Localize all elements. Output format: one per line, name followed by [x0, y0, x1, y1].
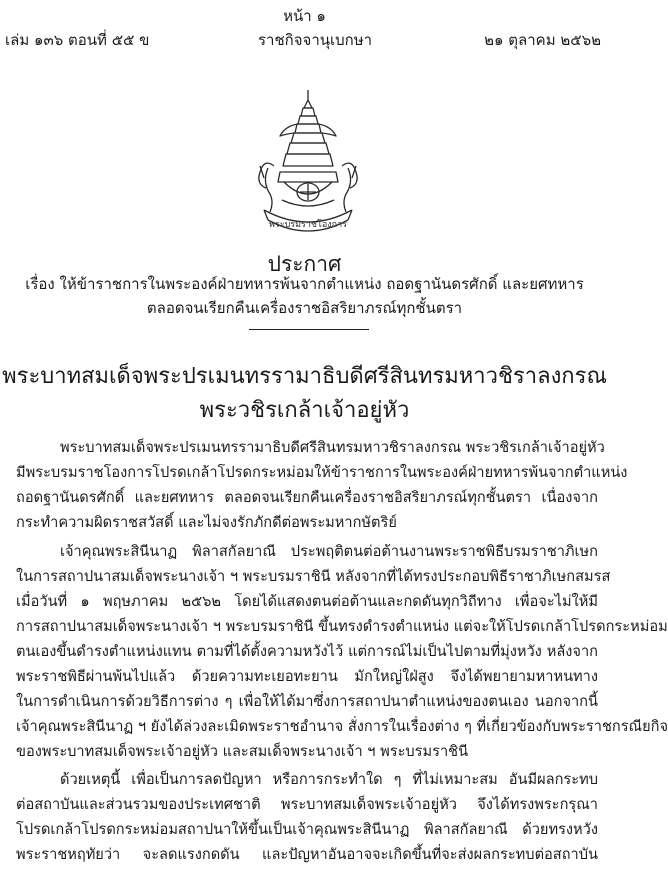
- body-text-line: เจ้าคุณพระสินีนาฏ ฯ ยังได้ล่วงละเมิดพระราชอำนาจ สั่งการในเรื่องต่าง ๆ ที่เกี่ยวข้องกับพระราชกรณียกิจ: [16, 718, 668, 735]
- royal-emblem-icon: [250, 88, 366, 238]
- gazette-volume: เล่ม ๑๓๖ ตอนที่ ๕๕ ข: [5, 31, 150, 49]
- announcement-title: ประกาศ: [267, 252, 342, 276]
- body-text-line: เจ้าคุณพระสินีนาฏ พิลาสกัลยาณี ประพฤติตนต่อต้านงานพระราชพิธีบรมราชาภิเษก: [60, 543, 598, 560]
- page-number: หน้า ๑: [283, 7, 326, 25]
- body-text-line: พระบาทสมเด็จพระปรเมนทรรามาธิบดีศรีสินทรมหาวชิราลงกรณ พระวชิรเกล้าเจ้าอยู่หัว: [60, 439, 605, 456]
- body-text-line: ตนเองขึ้นดำรงตำแหน่งแทน ตามที่ได้ตั้งความหวังไว้ แต่การณ์ไม่เป็นไปตามที่มุ่งหวัง หลังจาก: [16, 643, 598, 660]
- subject-line: ตลอดจนเรียกคืนเครื่องราชอิสริยาภรณ์ทุกชั้นตรา: [146, 299, 463, 317]
- body-text-line: ด้วยเหตุนี้ เพื่อเป็นการลดปัญหา หรือการกระทำใด ๆ ที่ไม่เหมาะสม อันมีผลกระทบ: [60, 771, 598, 788]
- body-text-line: ของพระบาทสมเด็จพระเจ้าอยู่หัว และสมเด็จพระนางเจ้า ฯ พระบรมราชินี: [16, 743, 469, 760]
- body-text-line: พระราชพิธีผ่านพ้นไปแล้ว ด้วยความทะเยอทะยาน มักใหญ่ใฝ่สูง จึงได้พยายามหาหนทาง: [16, 668, 598, 685]
- body-text-line: ต่อสถาบันและส่วนรวมของประเทศชาติ พระบาทสมเด็จพระเจ้าอยู่หัว จึงได้ทรงพระกรุณา: [16, 796, 598, 813]
- body-text-line: กระทำความผิดราชสวัสดิ์ และไม่จงรักภักดีต่อพระมหากษัตริย์: [16, 514, 397, 531]
- body-text-line: การสถาปนาสมเด็จพระนางเจ้า ฯ พระบรมราชินี ขึ้นทรงดำรงตำแหน่ง แต่จะให้โปรดเกล้าโปรดกระหม่อม: [16, 618, 668, 635]
- body-text-line: ในการดำเนินการด้วยวิธีการต่าง ๆ เพื่อให้ได้มาซึ่งการสถาปนาตำแหน่งของตนเอง นอกจากนี้: [16, 693, 598, 710]
- body-text-line: พระราชหฤทัยว่า จะลดแรงกดดัน และปัญหาอันอาจจะเกิดขึ้นที่จะส่งผลกระทบต่อสถาบัน: [16, 846, 598, 863]
- king-title: พระวชิรเกล้าเจ้าอยู่หัว: [199, 398, 410, 423]
- gazette-name: ราชกิจจานุเบกษา: [258, 31, 373, 49]
- subject-line: เรื่อง ให้ข้าราชการในพระองค์ฝ่ายทหารพ้นจากตำแหน่ง ถอดฐานันดรศักดิ์ และยศทหาร: [25, 275, 584, 293]
- body-text-line: โปรดเกล้าโปรดกระหม่อมสถาปนาให้ขึ้นเป็นเจ้าคุณพระสินีนาฏ พิลาสกัลยาณี ด้วยทรงหวัง: [16, 821, 598, 838]
- emblem-inscription: พระบรมราชโองการ: [268, 220, 348, 230]
- gazette-date: ๒๑ ตุลาคม ๒๕๖๒: [484, 31, 601, 49]
- title-divider: [249, 329, 369, 330]
- body-text-line: ถอดฐานันดรศักดิ์ และยศทหาร ตลอดจนเรียกคืนเครื่องราชอิสริยาภรณ์ทุกชั้นตรา เนื่องจาก: [16, 489, 598, 506]
- body-text-line: เมื่อวันที่ ๑ พฤษภาคม ๒๕๖๒ โดยได้แสดงตนต่อต้านและกดดันทุกวิถีทาง เพื่อจะไม่ให้มี: [16, 593, 598, 610]
- body-text-line: ในการสถาปนาสมเด็จพระนางเจ้า ฯ พระบรมราชินี หลังจากที่ได้ทรงประกอบพิธีราชาภิเษกสมรส: [16, 568, 611, 585]
- body-text-line: มีพระบรมราชโองการโปรดเกล้าโปรดกระหม่อมให้ข้าราชการในพระองค์ฝ่ายทหารพ้นจากตำแหน่ง: [16, 464, 628, 481]
- king-title: พระบาทสมเด็จพระปรเมนทรรามาธิบดีศรีสินทรมหาวชิราลงกรณ: [2, 364, 607, 389]
